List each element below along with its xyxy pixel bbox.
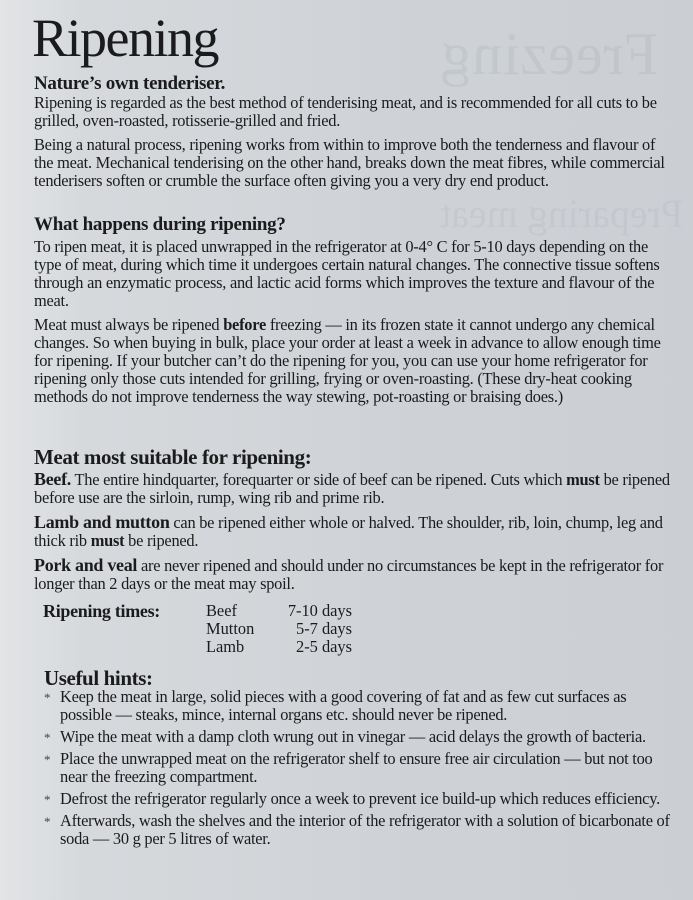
intro-paragraph-2: Being a natural process, ripening works from within to improve both the tenderness and flavour of the meat. Mechanical tenderising on the other hand, breaks down the meat fibres, while commercial tenderisers soften or crumble the surface often giving you a very dry end product.: [34, 135, 665, 190]
what-happens-section: [34, 215, 674, 406]
ripening-times-row: Mutton 5-7 days: [206, 619, 352, 638]
hints-section: [44, 667, 684, 689]
bleed-through-text: Freezing: [440, 21, 658, 87]
ripening-times-label: Ripening times:: [43, 601, 161, 621]
ripening-times-row: Lamb 2-5 days: [206, 637, 352, 656]
hint-item: * Afterwards, wash the shelves and the interior of the refrigerator with a solution of bicarbonate of soda — 30 g per 5 litres of water.: [44, 811, 670, 848]
bleed-through-text: Preparing meat: [440, 191, 684, 236]
what-happens-paragraph-1: To ripen meat, it is placed unwrapped in the refrigerator at 0-4° C for 5-10 days depending on the type of meat, during which time it undergoes certain natural changes. The connective tissue softens through an enzymatic process, and lactic acid forms which improves the texture and flavour of the meat.: [34, 237, 660, 310]
beef-paragraph: Beef. The entire hindquarter, forequarter or side of beef can be ripened. Cuts which must be ripened before use are the sirloin, rump, wing rib and prime rib.: [34, 469, 670, 507]
ripening-times-row: Beef 7-10 days: [206, 601, 352, 620]
what-happens-heading: What happens during ripening?: [34, 214, 286, 235]
hints-heading: Useful hints:: [44, 666, 153, 690]
pork-paragraph: Pork and veal are never ripened and should under no circumstances be kept in the refrigerator for longer than 2 days or the meat may spoil.: [34, 555, 664, 593]
asterisk-bullet-icon: *: [44, 690, 51, 705]
intro-heading: Nature’s own tenderiser.: [34, 73, 226, 94]
suitable-section: [34, 446, 674, 593]
suitable-heading: Meat most suitable for ripening:: [34, 445, 312, 469]
emphasis-before: before: [223, 315, 266, 334]
what-happens-paragraph-2: Meat must always be ripened before freezing — in its frozen state it cannot undergo any chemical changes. So when buying in bulk, place your order at least a week in advance to allow enough time for ripening. If your butcher can’t do the ripening for you, you can use your home refrigerator for ripening only those cuts intended for grilling, frying or oven-roasting. (These dry-heat cooking methods do not improve tenderness the way stewing, pot-roasting or braising does.): [34, 315, 661, 406]
hint-item: * Wipe the meat with a damp cloth wrung out in vinegar — acid delays the growth of bacteria.: [44, 727, 646, 746]
lamb-paragraph: Lamb and mutton can be ripened either whole or halved. The shoulder, rib, loin, chump, leg and thick rib must be ripened.: [34, 512, 663, 550]
hint-item: * Place the unwrapped meat on the refrigerator shelf to ensure free air circulation — but not too near the freezing compartment.: [44, 749, 653, 786]
intro-section: [34, 74, 674, 190]
hints-list: [44, 688, 674, 852]
hint-item: * Defrost the refrigerator regularly once a week to prevent ice build-up which reduces efficiency.: [44, 789, 660, 808]
intro-paragraph-1: Ripening is regarded as the best method of tenderising meat, and is recommended for all cuts to be grilled, oven-roasted, rotisserie-grilled and fried.: [34, 93, 657, 130]
lamb-lead: Lamb and mutton: [34, 512, 170, 532]
asterisk-bullet-icon: *: [44, 730, 51, 745]
beef-lead: Beef.: [34, 469, 71, 489]
asterisk-bullet-icon: *: [44, 814, 51, 829]
hint-item: * Keep the meat in large, solid pieces with a good covering of fat and as few cut surfaces as possible — steaks, mince, internal organs etc. should never be ripened.: [44, 687, 627, 724]
pork-lead: Pork and veal: [34, 555, 138, 575]
asterisk-bullet-icon: *: [44, 792, 51, 807]
page-title: Ripening: [32, 8, 218, 68]
asterisk-bullet-icon: *: [44, 752, 51, 767]
